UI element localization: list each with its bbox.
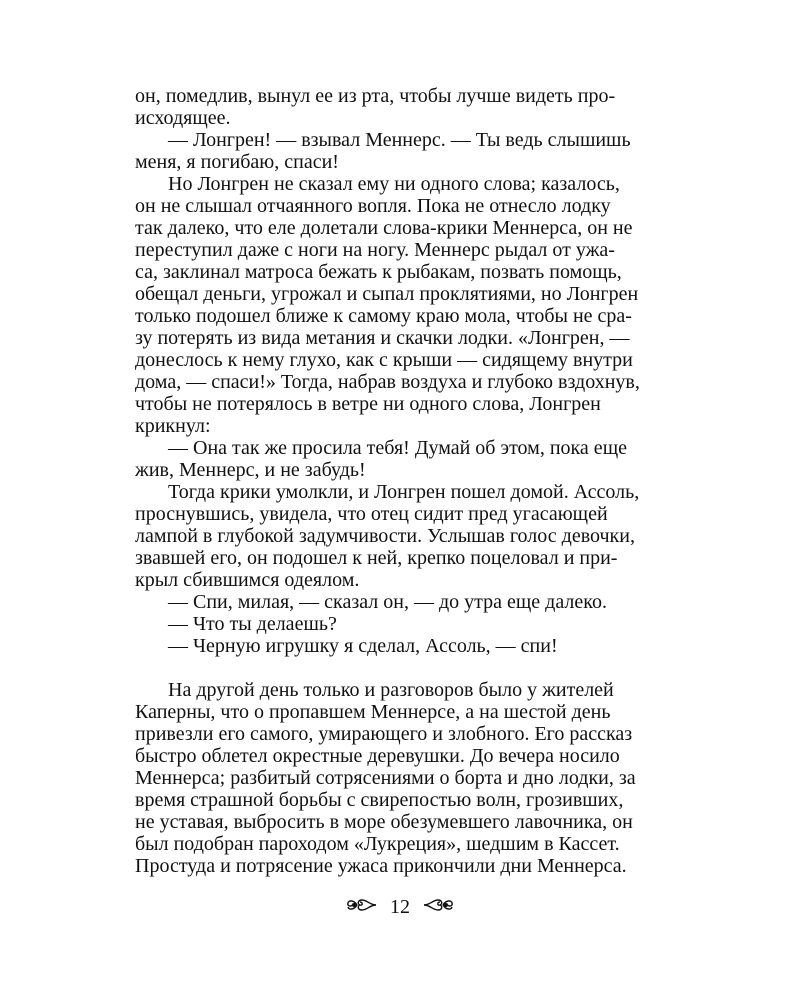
text-line: крикнул: <box>135 415 211 437</box>
text-line: Простуда и потрясение ужаса прикончили дни Меннерса. <box>135 855 627 877</box>
text-line: время страшной борьбы с свирепостью волн, грозивших, <box>135 789 624 811</box>
text-block-lower <box>135 679 720 877</box>
page-number: 12 <box>390 895 410 918</box>
text-line: обещал деньги, угрожал и сыпал проклятиями, но Лонгрен <box>135 283 639 305</box>
text-line: са, заклинал матроса бежать к рыбакам, позвать помощь, <box>135 261 622 283</box>
text-line: донеслось к нему глухо, как с крыши — сидящему внутри <box>135 349 633 371</box>
text-line: он не слышал отчаянного вопля. Пока не отнесло лодку <box>135 195 611 217</box>
text-line: проснувшись, увидела, что отец сидит пред угасающей <box>135 503 608 525</box>
text-line: так далеко, что еле долетали слова-крики Меннерса, он не <box>135 217 633 239</box>
text-line: звавшей его, он подошел к ней, крепко поцеловал и при- <box>135 547 618 569</box>
text-line: чтобы не потерялось в ветре ни одного слова, Лонгрен <box>135 393 601 415</box>
text-line: крыл сбившимся одеялом. <box>135 569 360 591</box>
text-line: лампой в глубокой задумчивости. Услышав голос девочки, <box>135 525 635 547</box>
ornament-left-icon <box>345 896 377 919</box>
text-line: переступил даже с ноги на ногу. Меннерс рыдал от ужа- <box>135 239 615 261</box>
text-line: только подошел ближе к самому краю мола, чтобы не сра- <box>135 305 632 327</box>
text-line: Но Лонгрен не сказал ему ни одного слова; казалось, <box>168 173 620 195</box>
ornament-right-icon <box>423 896 455 919</box>
text-line: жив, Меннерс, и не забудь! <box>135 459 366 481</box>
text-line: не уставая, выбросить в море обезумевшего лавочника, он <box>135 811 633 833</box>
text-line: Тогда крики умолкли, и Лонгрен пошел домой. Ассоль, <box>168 481 640 503</box>
text-line: — Черную игрушку я сделал, Ассоль, — спи! <box>168 635 558 657</box>
text-line: меня, я погибаю, спаси! <box>135 151 339 173</box>
text-line: — Спи, милая, — сказал он, — до утра еще далеко. <box>168 591 607 613</box>
text-block-upper <box>135 85 720 657</box>
text-line: — Что ты делаешь? <box>168 613 337 635</box>
text-line: быстро облетел окрестные деревушки. До вечера носило <box>135 745 620 767</box>
text-line: исходящее. <box>135 107 231 129</box>
text-line: — Лонгрен! — взывал Меннерс. — Ты ведь слышишь <box>168 129 631 151</box>
text-line: зу потерять из вида метания и скачки лодки. «Лонгрен, — <box>135 327 630 349</box>
text-line: привезли его самого, умирающего и злобного. Его рассказ <box>135 723 633 745</box>
text-line: На другой день только и разговоров было у жителей <box>168 679 614 701</box>
page-footer <box>0 895 800 919</box>
text-line: он, помедлив, вынул ее из рта, чтобы лучше видеть про- <box>135 85 616 107</box>
text-line: дома, — спаси!» Тогда, набрав воздуха и глубоко вздохнув, <box>135 371 640 393</box>
text-line: Меннерса; разбитый сотрясениями о борта и дно лодки, за <box>135 767 636 789</box>
text-line: — Она так же просила тебя! Думай об этом, пока еще <box>168 437 627 459</box>
text-line: Каперны, что о пропавшем Меннерсе, а на шестой день <box>135 701 611 723</box>
text-line: был подобран пароходом «Лукреция», шедшим в Кассет. <box>135 833 620 855</box>
